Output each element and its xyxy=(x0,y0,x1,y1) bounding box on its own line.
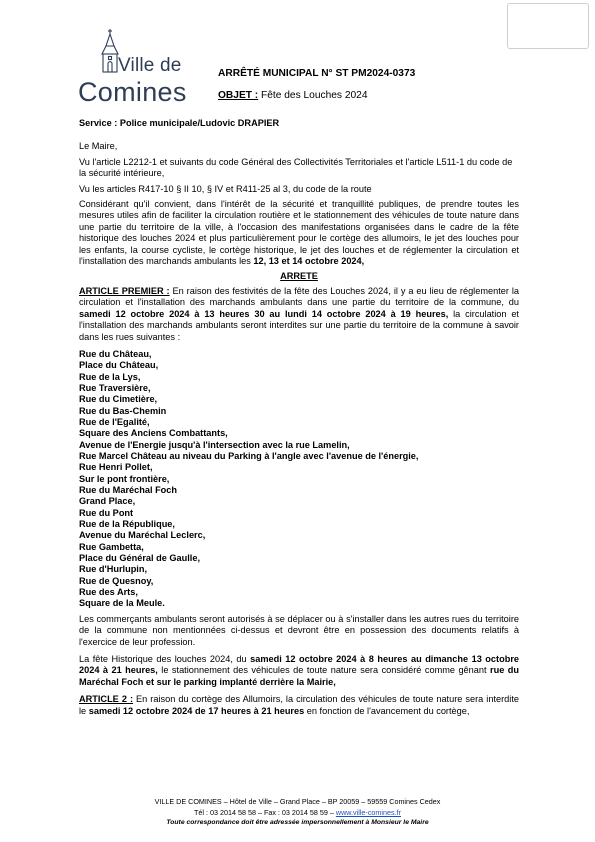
footer-phone: Tél : 03 2014 58 58 – Fax : 03 2014 58 59 – xyxy=(194,808,336,817)
service-line: Service : Police municipale/Ludovic DRAPIER xyxy=(79,118,280,128)
logo-comines-text: Comines xyxy=(78,77,187,107)
street-item: Rue de l'Egalité, xyxy=(79,416,150,427)
street-item: Place du Général de Gaulle, xyxy=(79,553,201,564)
footer-address: VILLE DE COMINES – Hôtel de Ville – Grand Place – BP 20059 – 59559 Comines Cedex xyxy=(154,797,441,806)
street-item: Rue Traversière, xyxy=(79,382,151,393)
objet-text: Fête des Louches 2024 xyxy=(258,90,368,101)
article-2-text-1: En raison du cortège des Allumoirs, la circulation des véhicules de toute nature sera interdite le xyxy=(79,694,519,716)
street-item: Place du Château, xyxy=(79,360,159,371)
considerant-paragraph xyxy=(79,199,519,267)
fete-text-1: La fête Historique des louches 2024, du xyxy=(79,654,251,665)
street-item: Avenue du Maréchal Leclerc, xyxy=(79,530,206,541)
street-item: Rue Marcel Château au niveau du Parking à l'angle avec l'avenue de l'énergie, xyxy=(79,451,419,461)
article-2 xyxy=(79,694,519,717)
street-item: Rue de la Lys, xyxy=(79,371,141,382)
article-2-label: ARTICLE 2 : xyxy=(79,694,134,705)
street-item: Rue de Quesnoy, xyxy=(79,575,154,586)
le-maire: Le Maire, xyxy=(79,141,118,152)
street-item: Grand Place, xyxy=(79,496,136,507)
vu-paragraph-2: Vu les articles R417-10 § II 10, § IV et R411-25 al 3, du code de la route xyxy=(79,183,372,194)
article-premier xyxy=(79,286,519,343)
stamp-box xyxy=(507,3,589,49)
street-item: Rue du Pont xyxy=(79,507,134,518)
street-item: Rue d'Hurlupin, xyxy=(79,564,148,575)
street-item: Square des Anciens Combattants, xyxy=(79,428,228,439)
objet-label: OBJET : xyxy=(218,90,259,101)
fete-locations: rue du Maréchal Foch et sur le parking implanté derrière la Mairie, xyxy=(79,665,519,687)
street-item: Rue du Cimetière, xyxy=(79,394,158,405)
street-item: Sur le pont frontière, xyxy=(79,473,170,484)
document-body xyxy=(79,118,519,717)
article-premier-text-2: la circulation et l'installation des marchands ambulants seront interdites sur une partie du territoire de la commune à savoir dans les rues suivantes : xyxy=(79,308,519,342)
street-item: Avenue de l'Energie jusqu'à l'intersection avec la rue Lamelin, xyxy=(79,439,350,450)
street-item: Rue de la République, xyxy=(79,519,175,530)
arrete-number: ARRÊTÉ MUNICIPAL N° ST PM2024-0373 xyxy=(218,68,416,79)
logo-ville-text: Ville de xyxy=(118,55,182,76)
article-2-text-2: en fonction de l'avancement du cortège, xyxy=(304,705,470,716)
commercants-paragraph: Les commerçants ambulants seront autorisés à se déplacer ou à s'installer dans les autres rues du territoire de la commune non mentionnées ci-dessus et devront être en possession des documents relatifs à l'exercice de leur profession. xyxy=(79,613,519,647)
considerant-text: Considérant qu'il convient, dans l'intérêt de la sécurité et tranquillité publiques, de prendre toutes les mesures utiles afin de faciliter la circulation routière et le stationnement des véhicules de toute nature dans une partie du territoire de la ville, à l'occasion des manifestations organisées dans le cadre de la fête historique des louches 2024 et plus particulièrement pour le cortège des allumoirs, le jet des louches pour les enfants, la course cycliste, le cortège historique, le jet des louches et de réglementer la circulation et l'installation des marchands ambulants les xyxy=(79,199,519,267)
footer-website-link[interactable]: www.ville-comines.fr xyxy=(335,808,401,817)
street-item: Rue du Bas-Chemin xyxy=(79,405,167,416)
footer-contact xyxy=(0,808,595,817)
vu-paragraph-1: Vu l'article L2212-1 et suivants du code Général des Collectivités Territoriales et l'article L511-1 du code de la sécurité intérieure, xyxy=(79,156,513,179)
article-premier-dates: samedi 12 octobre 2024 à 13 heures 30 au lundi 14 octobre 2024 à 19 heures, xyxy=(79,308,449,319)
fete-dates: samedi 12 octobre 2024 à 8 heures au dimanche 13 octobre 2024 à 21 heures, xyxy=(79,654,519,676)
street-item: Square de la Meule. xyxy=(79,598,165,609)
article-premier-label: ARTICLE PREMIER : xyxy=(79,285,170,296)
street-item: Rue des Arts, xyxy=(79,587,138,598)
arrete-heading: ARRETE xyxy=(280,271,318,282)
street-item: Rue du Château, xyxy=(79,348,152,359)
street-item: Rue Gambetta, xyxy=(79,541,144,552)
footer-notice: Toute correspondance doit être adressée impersonnellement à Monsieur le Maire xyxy=(166,819,429,826)
article-premier-text-1: En raison des festivités de la fête des Louches 2024, il y a eu lieu de réglementer la circulation et l'installation des marchands ambulants dans une partie du territoire de la commune, du xyxy=(79,285,519,308)
objet-line xyxy=(218,90,368,101)
street-item: Rue du Maréchal Foch xyxy=(79,485,178,496)
street-item: Rue Henri Pollet, xyxy=(79,462,153,473)
comines-logo xyxy=(78,28,198,108)
considerant-dates: 12, 13 et 14 octobre 2024, xyxy=(253,256,365,267)
fete-text-2: le stationnement des véhicules de toute nature sera considéré comme gênant xyxy=(157,665,491,676)
street-list xyxy=(79,349,519,610)
fete-paragraph xyxy=(79,654,519,688)
article-2-dates: samedi 12 octobre 2024 de 17 heures à 21 heures xyxy=(88,705,305,716)
